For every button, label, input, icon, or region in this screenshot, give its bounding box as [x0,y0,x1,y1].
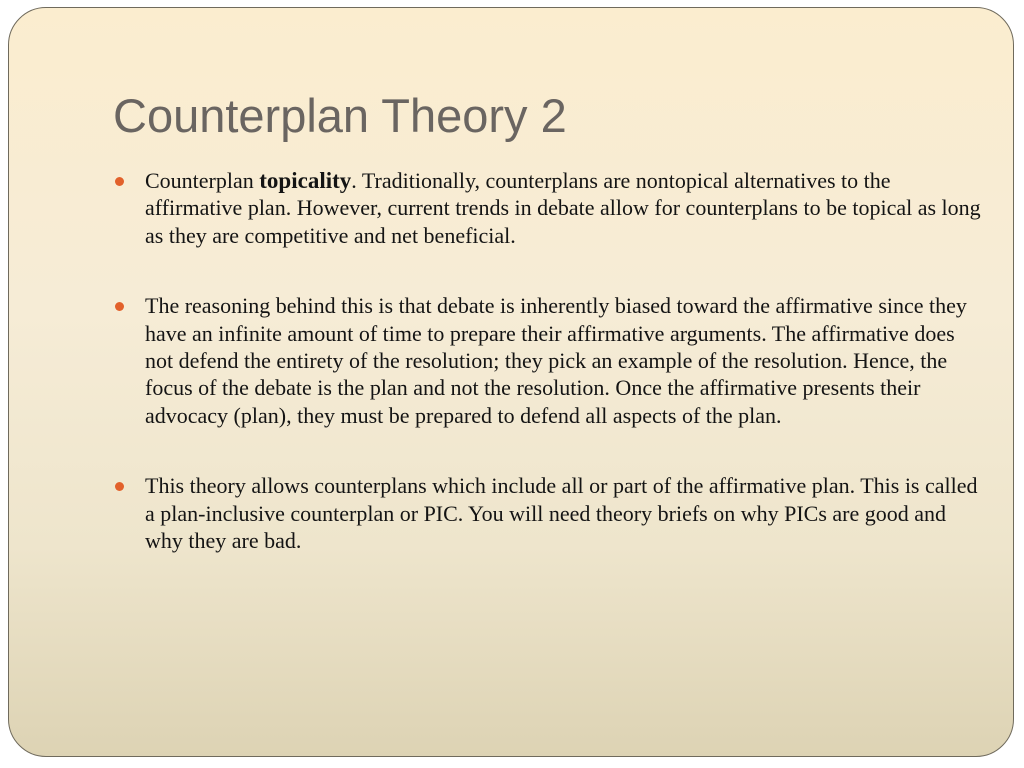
bullet-body: This theory allows counterplans which include all or part of the affirmative plan. This is called a plan-inclusive counterplan or PIC. You will need theory briefs on why PICs are good and why they are bad. [145,473,978,554]
bullet-icon [115,482,124,491]
bullet-prefix: Counterplan [145,168,260,193]
bullet-list [115,167,985,554]
slide-title: Counterplan Theory 2 [113,89,567,142]
bullet-text [145,167,985,249]
bullet-item-pic [115,472,985,554]
bullet-item-topicality [115,167,985,249]
bullet-body: . Traditionally, counterplans are nontopical alternatives to the affirmative plan. However, current trends in debate allow for counterplans to be topical as long as they are competitive and net beneficial. [145,168,981,248]
bullet-text [145,292,985,429]
bullet-icon [115,302,124,311]
bullet-item-reasoning [115,292,985,429]
bullet-emphasis: topicality [259,168,352,193]
bullet-body: The reasoning behind this is that debate is inherently biased toward the affirmative since they have an infinite amount of time to prepare their affirmative arguments. The affirmative does not defend the entirety of the resolution; they pick an example of the resolution. Hence, the focus of the debate is the plan and not the resolution. Once the affirmative presents their advocacy (plan), they must be prepared to defend all aspects of the plan. [145,293,967,428]
bullet-icon [115,177,124,186]
slide [8,7,1014,757]
bullet-text [145,472,985,554]
